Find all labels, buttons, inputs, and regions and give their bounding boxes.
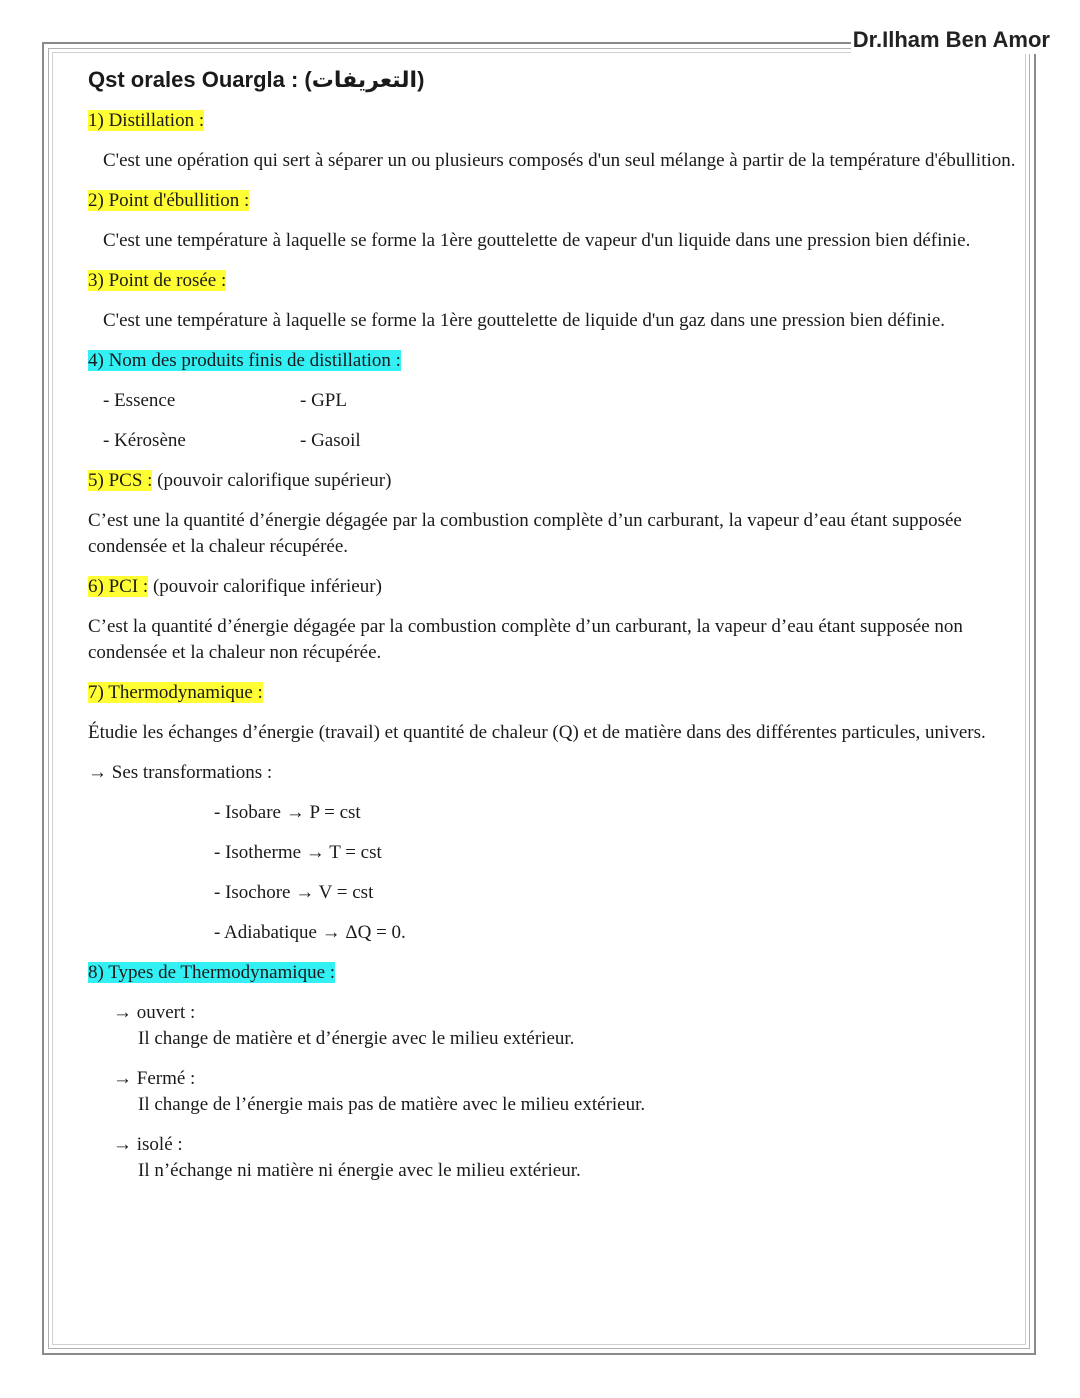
document-body [88, 60, 1018, 1198]
product-item: - Essence [103, 390, 176, 411]
section-4-heading: 4) Nom des produits finis de distillation : [88, 350, 401, 371]
section-7-heading-line [88, 680, 1018, 706]
transformation-item: - Isobare → P = cst [214, 802, 361, 823]
section-3-text: C'est une température à laquelle se forme la 1ère gouttelette de liquide d'un gaz dans une pression bien définie. [103, 310, 946, 331]
section-1-heading-line [88, 108, 1018, 134]
section-6-text: C’est la quantité d’énergie dégagée par la combustion complète d’un carburant, la vapeur d’eau étant supposée non condensée et la chaleur non récupérée. [88, 616, 963, 663]
section-8-heading-line [88, 960, 1018, 986]
thermo-type-label: → isolé : [113, 1134, 183, 1155]
products-row-2 [103, 428, 1018, 454]
section-6-note: (pouvoir calorifique inférieur) [148, 576, 382, 597]
transformation-item: - Isochore → V = cst [214, 882, 374, 903]
page-title [88, 60, 1018, 100]
product-item: - Gasoil [300, 430, 361, 451]
section-2-heading: 2) Point d'ébullition : [88, 190, 250, 211]
author-name: Dr.Ilham Ben Amor [852, 27, 1050, 52]
section-3-heading-line [88, 268, 1018, 294]
section-5-text: C’est une la quantité d’énergie dégagée par la combustion complète d’un carburant, la vapeur d’eau étant supposée condensée et la chaleur récupérée. [88, 510, 962, 557]
transformations-label: → Ses transformations : [88, 762, 273, 783]
section-5-heading-line [88, 468, 1018, 494]
thermo-type-desc: Il change de l’énergie mais pas de matière avec le milieu extérieur. [138, 1094, 646, 1115]
section-7-text: Étudie les échanges d’énergie (travail) et quantité de chaleur (Q) et de matière dans des différentes particules, univers. [88, 722, 986, 743]
section-6-heading-line [88, 574, 1018, 600]
section-4-heading-line [88, 348, 1018, 374]
section-3-heading: 3) Point de rosée : [88, 270, 227, 291]
thermo-type-desc: Il change de matière et d’énergie avec le milieu extérieur. [138, 1028, 575, 1049]
title-arabic: (التعريفات) [304, 67, 425, 92]
thermo-type-label: → Fermé : [113, 1068, 196, 1089]
thermo-type-desc: Il n’échange ni matière ni énergie avec le milieu extérieur. [138, 1160, 581, 1181]
product-item: - Kérosène [103, 430, 186, 451]
transformation-item: - Adiabatique → ΔQ = 0. [214, 922, 406, 943]
section-1-heading: 1) Distillation : [88, 110, 205, 131]
transformation-item: - Isotherme → T = cst [214, 842, 382, 863]
product-item: - GPL [300, 390, 347, 411]
section-8-heading: 8) Types de Thermodynamique : [88, 962, 336, 983]
title-prefix: Qst orales Ouargla : [88, 67, 305, 92]
thermo-type-closed [113, 1066, 1018, 1118]
section-2-heading-line [88, 188, 1018, 214]
section-1-text: C'est une opération qui sert à séparer un ou plusieurs composés d'un seul mélange à partir de la température d'ébullition. [103, 150, 1016, 171]
section-5-heading: 5) PCS : [88, 470, 153, 491]
section-5-note: (pouvoir calorifique supérieur) [152, 470, 392, 491]
section-6-heading: 6) PCI : [88, 576, 149, 597]
thermo-type-isolated [113, 1132, 1018, 1184]
section-7-heading: 7) Thermodynamique : [88, 682, 263, 703]
thermo-type-label: → ouvert : [113, 1002, 196, 1023]
thermo-type-open [113, 1000, 1018, 1052]
products-row-1 [103, 388, 1018, 414]
section-2-text: C'est une température à laquelle se forme la 1ère gouttelette de vapeur d'un liquide dans une pression bien définie. [103, 230, 971, 251]
